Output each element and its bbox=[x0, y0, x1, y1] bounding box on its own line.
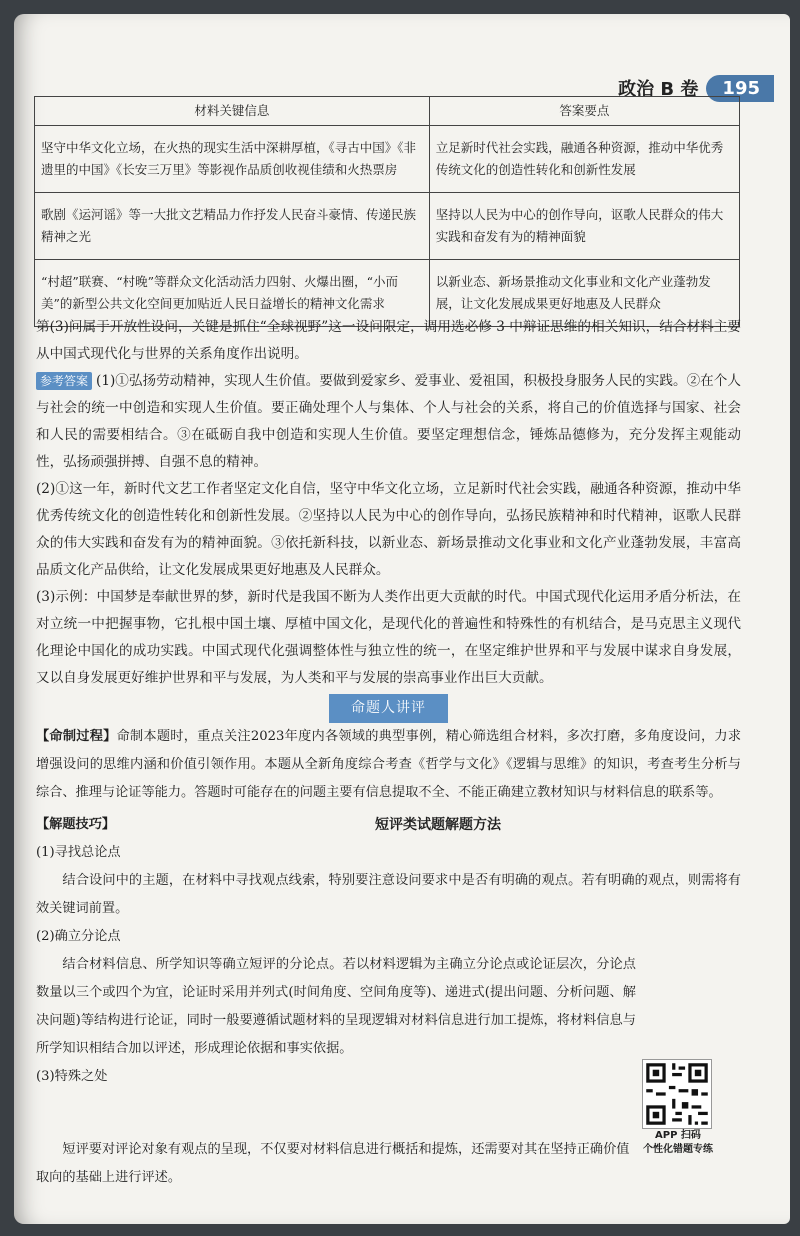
answer-part-2: (2)①这一年，新时代文艺工作者坚定文化自信，坚守中华文化立场，立足新时代社会实践，融通各种资源，推动中华优秀传统文化的创造性转化和创新性发展。②坚持以人民为中心的创作导向，弘扬民族精神和时代精神，讴歌人民群众的伟大实践和奋发有为的精神面貌。③依托新科技，以新业态、新场景推动文化事业和文化产业蓬勃发展，丰富高品质文化产品供给，让文化发展成果更好地惠及人民群众。 bbox=[36, 481, 741, 578]
section-title: 政治 B 卷 bbox=[618, 79, 699, 100]
table-row bbox=[35, 193, 740, 260]
tips-header bbox=[36, 811, 741, 839]
table-cell: 歌剧《运河谣》等一大批文艺精品力作抒发人民奋斗豪情、传递民族精神之光 bbox=[35, 193, 430, 260]
material-table bbox=[34, 96, 740, 327]
step-3-text: 短评要对评论对象有观点的呈现，不仅要对材料信息进行概括和提炼，还需要对其在坚持正确价值取向的基础上进行评述。 bbox=[36, 1142, 630, 1185]
page-number: 195 bbox=[706, 75, 774, 102]
table-header-cell: 材料关键信息 bbox=[35, 97, 430, 126]
step-1-title: (1)寻找总论点 bbox=[36, 845, 121, 860]
process-text: 命制本题时，重点关注2023年度内各领域的典型事例，精心筛选组合材料，多次打磨，多角度设问，力求增强设问的思维内涵和价值引领作用。本题从全新角度综合考查《哲学与文化》《逻辑与思维》的知识，考查考生分析与综合、推理与论证等能力。答题时可能存在的问题主要有信息提取不全、不能正确建立教材知识与材料信息的联系等。 bbox=[36, 729, 742, 800]
qr-caption-line-2: 个性化错题专练 bbox=[643, 1144, 713, 1155]
answer-text-1: (1)①弘扬劳动精神，实现人生价值。要做到爱家乡、爱事业、爱祖国，积极投身服务人民的实践。②在个人与社会的统一中创造和实现人生价值。要正确处理个人与集体、个人与社会的关系，将自己的价值选择与国家、社会和人民的需要相结合。③在砥砺自我中创造和实现人生价值。要坚定理想信念，锤炼品德修为，充分发挥主观能动性，弘扬顽强拼搏、自强不息的精神。 bbox=[36, 373, 741, 470]
step-3-title: (3)特殊之处 bbox=[36, 1069, 108, 1084]
qr-caption-line-1: APP 扫码 bbox=[655, 1130, 701, 1141]
table-row bbox=[35, 126, 740, 193]
qr-caption bbox=[630, 1129, 726, 1157]
tips-label: 【解题技巧】 bbox=[36, 817, 116, 832]
table-cell: 坚持以人民为中心的创作导向，讴歌人民群众的伟大实践和奋发有为的精神面貌 bbox=[429, 193, 739, 260]
step-1-text: 结合设问中的主题，在材料中寻找观点线索，特别要注意设问要求中是否有明确的观点。若有明确的观点，则需将有效关键词前置。 bbox=[36, 873, 741, 916]
process-paragraph bbox=[36, 723, 741, 807]
table-header-cell: 答案要点 bbox=[429, 97, 739, 126]
table-cell: 以新业态、新场景推动文化事业和文化产业蓬勃发展，让文化发展成果更好地惠及人民群众 bbox=[429, 260, 739, 327]
table-header-row bbox=[35, 97, 740, 126]
answer-part-3: (3)示例：中国梦是奉献世界的梦，新时代是我国不断为人类作出更大贡献的时代。中国式现代化运用矛盾分析法，在对立统一中把握事物，它扎根中国土壤、厚植中国文化，是现代化的普遍性和特殊性的有机结合，是马克思主义现代化理论中国化的成功实践。中国式现代化强调整体性与独立性的统一，在坚定维护世界和平与发展中谋求自身发展，又以自身发展更好维护世界和平与发展，为人类和平与发展的崇高事业作出巨大贡献。 bbox=[36, 589, 741, 686]
answer-part-1 bbox=[36, 368, 741, 476]
step-2-title: (2)确立分论点 bbox=[36, 929, 121, 944]
commentary-section bbox=[36, 723, 741, 1091]
tips-title: 短评类试题解题方法 bbox=[375, 817, 501, 833]
table-cell: “村超”联赛、“村晚”等群众文化活动活力四射、火爆出圈，“小而美”的新型公共文化空间更加贴近人民日益增长的精神文化需求 bbox=[35, 260, 430, 327]
reference-answer-badge: 参考答案 bbox=[36, 372, 92, 390]
qr-code[interactable] bbox=[642, 1059, 712, 1129]
commentary-banner: 命题人讲评 bbox=[329, 694, 448, 723]
q3-analysis: 第(3)问属于开放性设问，关键是抓住“全球视野”这一设问限定，调用选必修 3 中辩证思维的相关知识，结合材料主要从中国式现代化与世界的关系角度作出说明。 bbox=[36, 319, 741, 362]
process-label: 【命制过程】 bbox=[36, 729, 117, 744]
step-2-text: 结合材料信息、所学知识等确立短评的分论点。若以材料逻辑为主确立分论点或论证层次，分论点数量以三个或四个为宜，论证时采用并列式(时间角度、空间角度等)、递进式(提出问题、分析问题、解决问题)等结构进行论证，同时一般要遵循试题材料的呈现逻辑对材料信息进行加工提炼，将材料信息与所学知识相结合加以评述，形成理论依据和事实依据。 bbox=[36, 957, 636, 1056]
main-content bbox=[36, 314, 741, 1091]
step-3-block bbox=[36, 1136, 634, 1192]
table-cell: 立足新时代社会实践，融通各种资源，推动中华优秀传统文化的创造性转化和创新性发展 bbox=[429, 126, 739, 193]
commentary-banner-wrap bbox=[36, 694, 741, 723]
table-cell: 坚守中华文化立场，在火热的现实生活中深耕厚植，《寻古中国》《非遗里的中国》《长安三万里》等影视作品质创收视佳绩和火热票房 bbox=[35, 126, 430, 193]
book-page bbox=[14, 14, 790, 1224]
